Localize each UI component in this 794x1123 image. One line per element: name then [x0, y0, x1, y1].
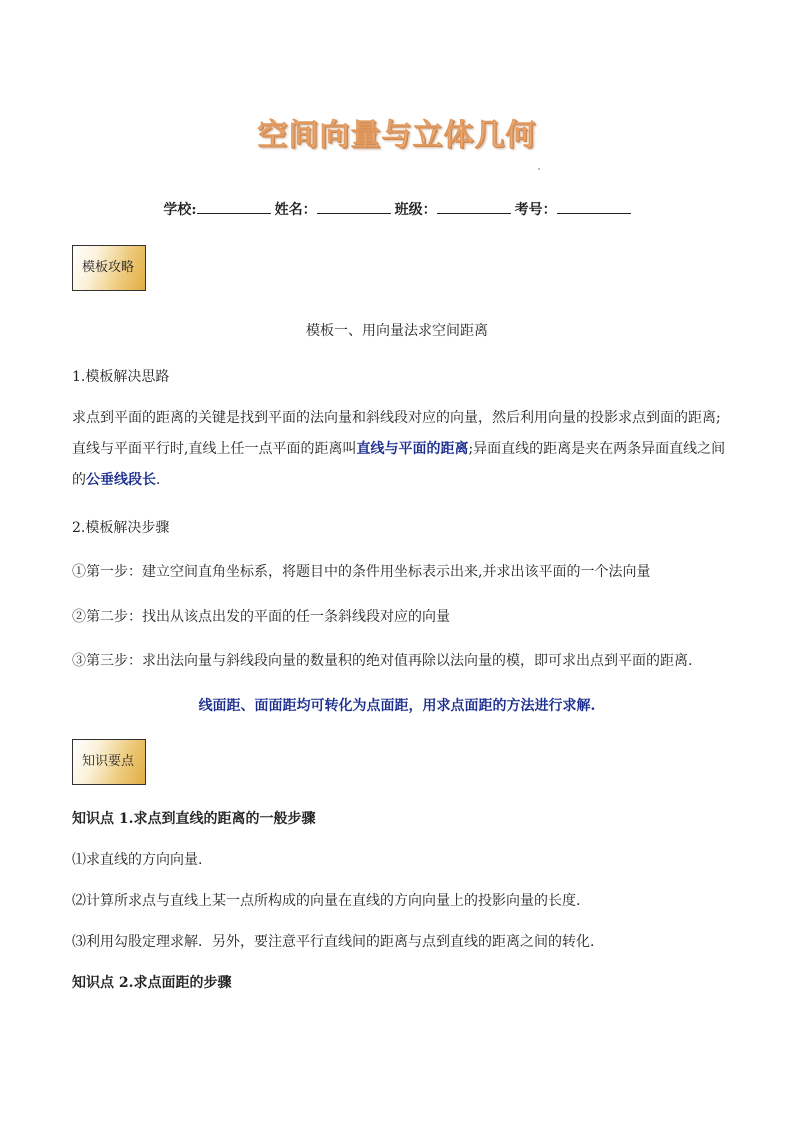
highlight-common-perpendicular: 公垂线段长	[86, 472, 156, 488]
idea-text-1: 求点到平面的距离的关键是找到平面的法向量和斜线段对应的向量，然后利用向量的投影求点到面的距离;直线与平面平行时,直线上任一点平面的距离叫	[72, 410, 721, 457]
step-one: ①第一步：建立空间直角坐标系，将题目中的条件用坐标表示出来,并求出该平面的一个法向量	[72, 564, 651, 580]
steps-title: 2.模板解决步骤	[72, 520, 170, 536]
kp1-item-1: ⑴求直线的方向向量.	[72, 852, 203, 868]
step-two: ②第二步：找出从该点出发的平面的任一条斜线段对应的向量	[72, 609, 450, 625]
school-label: 学校:	[163, 202, 197, 218]
kp1-item-2: ⑵计算所求点与直线上某一点所构成的向量在直线的方向向量上的投影向量的长度.	[72, 893, 581, 909]
idea-text-3: .	[156, 472, 161, 488]
idea-paragraph	[72, 403, 732, 496]
class-blank[interactable]	[437, 201, 511, 214]
template-one-heading: 模板一、用向量法求空间距离	[306, 323, 488, 339]
highlight-line-plane-distance: 直线与平面的距离	[356, 441, 469, 457]
knowledge-points-tag: 知识要点	[72, 739, 146, 785]
knowledge-point-1-title: 知识点 1.求点到直线的距离的一般步骤	[72, 811, 316, 827]
idea-text-2: ;异面直线的距离是夹在两条异面直线之间的	[72, 441, 726, 488]
school-blank[interactable]	[197, 201, 271, 214]
document-title: 空间向量与立体几何	[257, 118, 537, 153]
student-info-line	[0, 199, 794, 219]
step-three: ③第三步：求出法向量与斜线段向量的数量积的绝对值再除以法向量的模，即可求出点到平面的距离.	[72, 653, 693, 669]
name-label: 姓名：	[274, 202, 317, 218]
exam-no-label: 考号：	[514, 202, 557, 218]
template-strategy-tag: 模板攻略	[72, 245, 146, 291]
emphasis-note: 线面距、面面距均可转化为点面距，用求点面距的方法进行求解.	[198, 698, 596, 714]
name-blank[interactable]	[317, 201, 391, 214]
title-dot-mark	[538, 168, 540, 170]
exam-no-blank[interactable]	[557, 201, 631, 214]
class-label: 班级：	[394, 202, 437, 218]
idea-title: 1.模板解决思路	[72, 369, 170, 385]
knowledge-point-2-title: 知识点 2.求点面距的步骤	[72, 975, 232, 991]
kp1-item-3: ⑶利用勾股定理求解．另外，要注意平行直线间的距离与点到直线的距离之间的转化.	[72, 934, 595, 950]
